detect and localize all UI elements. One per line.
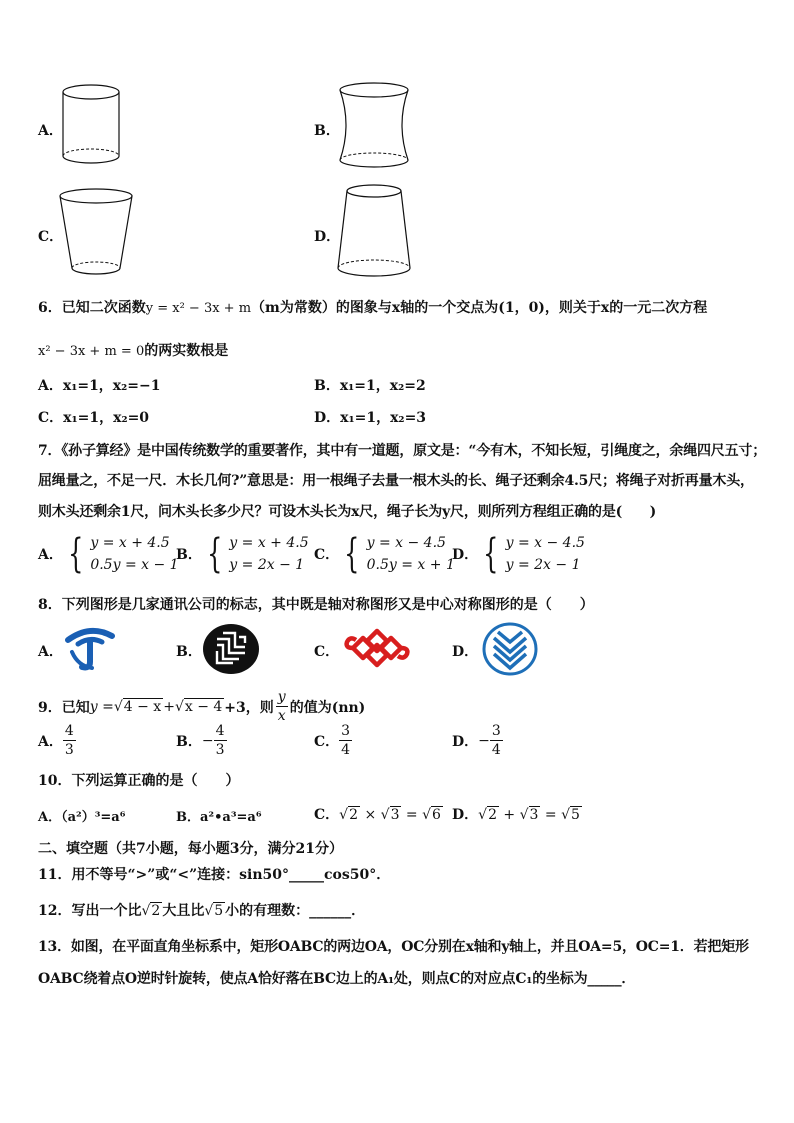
q9-option-c: C． $\frac{3}{4}$ <box>314 723 351 758</box>
q7-option-c: C． { y = x − 4.5 0.5y = x + 1 <box>314 531 455 577</box>
q7-option-d: D． { y = x − 4.5 y = 2x − 1 <box>452 531 585 577</box>
q6-stem-line1: 6．已知二次函数y = x² − 3x + m（m为常数）的图象与x轴的一个交点为(1，0)，则关于x的一元二次方程 <box>38 300 708 316</box>
q8-option-b-label: B． <box>176 644 202 660</box>
frustum-wide-bottom-figure <box>332 182 416 280</box>
q5-option-a-label: A． <box>38 123 63 139</box>
telecom-logo-icon <box>62 622 118 672</box>
q7-stem-line3: 则木头还剩余1尺，问木头长多少尺？可设木头长为x尺，绳子长为y尺，则所列方程组正确的是( ) <box>38 504 657 520</box>
q9-fraction: $\frac{y}{x}$ <box>277 689 286 724</box>
q7-option-b: B． { y = x + 4.5 y = 2x − 1 <box>176 531 309 577</box>
q10-option-a: A．（a²）³=a⁶ <box>38 810 126 825</box>
q8-option-d-label: D． <box>452 644 479 660</box>
q10-option-d: D．√2 + √3 = √5 <box>452 807 580 823</box>
q12-stem: 12．写出一个比√2 大且比√5 小的有理数：______． <box>38 903 366 919</box>
q8-stem: 8．下列图形是几家通讯公司的标志，其中既是轴对称图形又是中心对称图形的是（ ） <box>38 597 594 613</box>
q10-stem: 10．下列运算正确的是（ ） <box>38 773 240 789</box>
q8-option-a-label: A． <box>38 644 63 660</box>
brace-icon: { <box>483 531 499 577</box>
unicom-knot-logo-icon <box>342 623 412 673</box>
q8-option-c-label: C． <box>314 644 340 660</box>
sqrt-icon: √4 − x <box>113 698 162 715</box>
q11-stem: 11．用不等号“>”或“<”连接：sin50°_____cos50°． <box>38 867 391 883</box>
q10-option-c: C．√2 × √3 = √6 <box>314 807 441 823</box>
brace-icon: { <box>206 531 223 577</box>
cylinder-figure <box>58 82 124 166</box>
section-heading: 二、填空题（共7小题，每小题3分，满分21分） <box>38 841 343 857</box>
q7-stem-line1: 7．《孙子算经》是中国传统数学的重要著作，其中有一道题，原文是：“今有木，不知长短，引绳度之，余绳四尺五寸； <box>38 443 766 459</box>
q5-option-c-label: C． <box>38 229 64 245</box>
brace-icon: { <box>344 531 360 577</box>
hyperboloid-figure <box>334 80 414 170</box>
mobile-logo-icon <box>482 622 538 676</box>
q6-option-c: C．x₁=1，x₂=0 <box>38 410 150 426</box>
q6-option-b: B．x₁=1，x₂=2 <box>314 378 426 394</box>
q6-option-a: A．x₁=1，x₂=−1 <box>38 378 161 394</box>
q5-option-d-label: D． <box>314 229 341 245</box>
q5-option-b-label: B． <box>314 123 340 139</box>
circuit-logo-icon <box>202 623 260 675</box>
q9-option-b: B． − $\frac{4}{3}$ <box>176 723 225 758</box>
q9-option-a: A． $\frac{4}{3}$ <box>38 723 74 758</box>
brace-icon: { <box>67 531 84 577</box>
q13-stem-line2: OABC绕着点O逆时针旋转，使点A恰好落在BC边上的A₁处，则点C的对应点C₁的坐标为_____． <box>38 971 636 987</box>
q9-stem: 9．已知 y = √4 − x + √x − 4 +3，则 $\frac{y}{x}$ 的值为(nn) <box>38 689 366 724</box>
frustum-wide-top-figure <box>56 186 136 278</box>
q9-option-d: D． − $\frac{3}{4}$ <box>452 723 501 758</box>
q13-stem-line1: 13．如图，在平面直角坐标系中，矩形OABC的两边OA，OC分别在x轴和y轴上，并且OA=5，OC=1．若把矩形 <box>38 939 749 955</box>
q7-stem-line2: 屈绳量之，不足一尺．木长几何?”意思是：用一根绳子去量一根木头的长、绳子还剩余4.5尺；将绳子对折再量木头， <box>38 473 754 489</box>
sqrt-icon: √x − 4 <box>174 698 223 715</box>
q6-option-d: D．x₁=1，x₂=3 <box>314 410 427 426</box>
q10-option-b: B．a²•a³=a⁶ <box>176 810 262 825</box>
q7-option-a: A． { y = x + 4.5 0.5y = x − 1 <box>38 531 179 577</box>
q6-stem-line2: x² − 3x + m = 0的两实数根是 <box>38 343 229 359</box>
